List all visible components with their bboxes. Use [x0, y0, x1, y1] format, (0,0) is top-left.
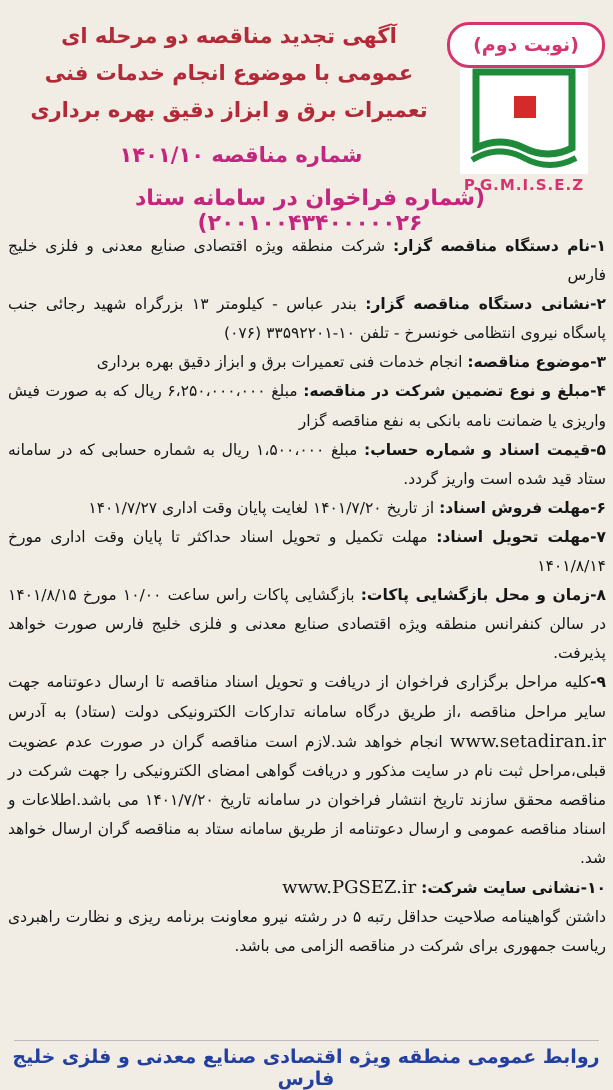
item-9	[8, 668, 606, 873]
call-number: (شماره فراخوان در سامانه ستاد ۲۰۰۱۰۰۴۳۴۰۰۰۰۰۲۶)	[134, 186, 486, 236]
item-text: انجام خدمات فنی تعمیرات برق و ابزاز دقیق بهره برداری	[96, 353, 468, 372]
company-website-link[interactable]: www.PGSEZ.ir	[282, 877, 417, 899]
item-text: مهلت تکمیل و تحویل اسناد حداکثر تا پایان وقت اداری مورخ ۱۴۰۱/۸/۱۴	[8, 527, 606, 576]
pgsez-logo-icon	[458, 64, 590, 176]
item-8	[8, 581, 606, 668]
setadiran-link[interactable]: www.setadiran.ir	[450, 730, 606, 752]
item-1	[8, 232, 606, 290]
item-text: شرکت منطقه ویژه اقتصادی صنایع معدنی و فلزی خلیج فارس	[8, 237, 606, 285]
notice-body	[8, 232, 606, 961]
item-3	[8, 348, 606, 377]
public-relations-footer: روابط عمومی منطقه ویژه اقتصادی صنایع معدنی و فلزی خلیج فارس	[12, 1046, 600, 1090]
item-text: بازگشایی پاکات راس ساعت ۱۰/۰۰ مورخ ۱۴۰۱/۸/۱۵ در سالن کنفرانس منطقه ویژه اقتصادی صنایع معدنی و فلزی خلیج فارس صورت خواهد پذیرفت.	[8, 586, 606, 663]
round-badge: (نوبت دوم)	[447, 22, 605, 68]
tender-number: شماره مناقصه ۱۴۰۱/۱۰	[119, 143, 363, 167]
item-label: ۹-	[590, 673, 606, 692]
notice-header	[0, 0, 613, 236]
item-label: ۱۰-نشانی سایت شرکت:	[421, 879, 606, 898]
item-text: مبلغ ۱،۵۰۰،۰۰۰ ریال به شماره حسابی که در سامانه ستاد قید شده است واریز گردد.	[8, 440, 606, 488]
notice-title	[14, 18, 444, 129]
logo-caption: P.G.M.I.S.E.Z	[463, 176, 585, 194]
item-label: ۲-نشانی دستگاه مناقصه گزار:	[365, 295, 606, 314]
item-label: ۴-مبلغ و نوع تضمین شرکت در مناقصه:	[303, 382, 607, 401]
item-4	[8, 377, 606, 435]
title-line: تعمیرات برق و ابزاز دقیق بهره برداری	[30, 98, 428, 122]
item-5	[8, 436, 606, 494]
item-label: ۸-زمان و محل بازگشایی پاکات:	[360, 586, 606, 605]
item-label: ۶-مهلت فروش اسناد:	[439, 498, 606, 517]
item-label: ۳-موضوع مناقصه:	[467, 353, 606, 372]
footer-divider	[14, 1040, 599, 1041]
item-text: بندر عباس - کیلومتر ۱۳ بزرگراه شهید رجائی جنب پاسگاه نیروی انتظامی خونسرخ - تلفن ۱۰-۳۳۵۹۲۲۰۱ (۰۷۶)	[8, 295, 606, 343]
item-text: کلیه مراحل برگزاری فراخوان از دریافت و تحویل اسناد مناقصه تا ارسال دعوتنامه جهت سایر مراحل مناقصه ،از طریق درگاه سامانه تدارکات الکترونیکی دولت (ستاد) به آدرس	[8, 673, 606, 721]
item-10	[8, 873, 606, 903]
item-6	[8, 494, 606, 523]
title-line: آگهی تجدید مناقصه دو مرحله ای	[61, 24, 397, 48]
item-7	[8, 523, 606, 581]
qualification-note: داشتن گواهینامه صلاحیت حداقل رتبه ۵ در رشته نیرو معاونت برنامه ریزی و نظارت راهبردی ریاست جمهوری برای شرکت در مناقصه الزامی می باشد.	[8, 908, 606, 956]
item-text: مبلغ ۶،۲۵۰،۰۰۰،۰۰۰ ریال که به صورت فیش واریزی یا ضمانت نامه بانکی به نفع مناقصه گزار	[8, 382, 606, 430]
item-2	[8, 290, 606, 348]
item-label: ۷-مهلت تحویل اسناد:	[436, 527, 606, 546]
item-text: از تاریخ ۱۴۰۱/۷/۲۰ لغایت پایان وقت اداری ۱۴۰۱/۷/۲۷	[88, 498, 440, 517]
item-label: ۱-نام دستگاه مناقصه گزار:	[393, 237, 606, 255]
item-label: ۵-قیمت اسناد و شماره حساب:	[364, 440, 607, 459]
title-line: عمومی با موضوع انجام خدمات فنی	[44, 61, 414, 85]
item-text: انجام خواهد شد.لازم است مناقصه گران در صورت عدم عضویت قبلی،مراحل ثبت نام در سایت مذکور و دریافت گواهی امضای الکترونیکی را جهت شرکت در مناقصه محقق سازند تاریخ انتشار فراخوان در سامانه تاریخ ۱۴۰۱/۷/۲۰ می باشد.اطلاعات و اسناد مناقصه عمومی و ارسال دعوتنامه از طریق سامانه ستاد به مناقصه گران ارسال خواهد شد.	[8, 732, 606, 867]
